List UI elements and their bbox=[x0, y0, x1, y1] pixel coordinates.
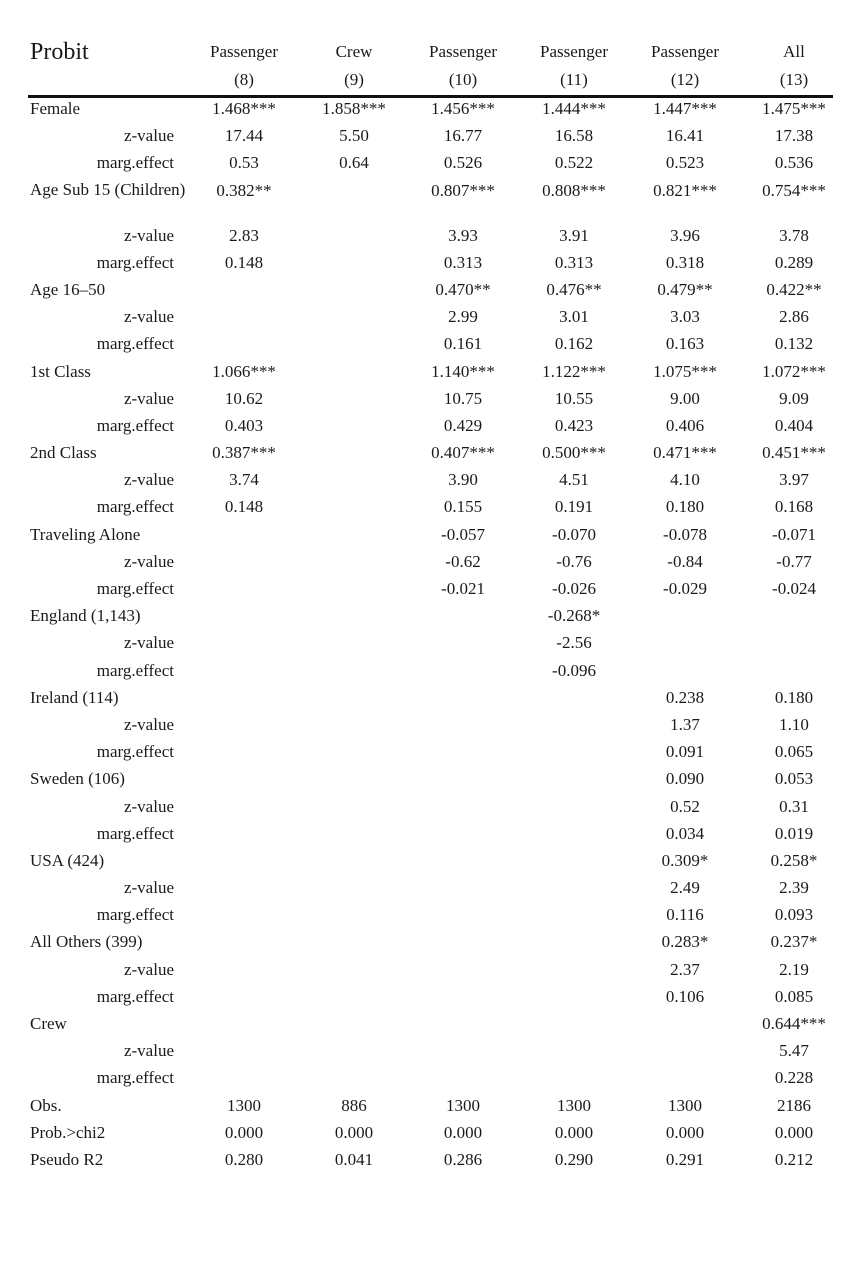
table-subrow bbox=[0, 1039, 860, 1066]
row-label: All Others (399) bbox=[30, 932, 143, 952]
table-cell: 1.456*** bbox=[431, 99, 495, 118]
column-header-number: (9) bbox=[344, 70, 364, 89]
table-cell: 0.000 bbox=[224, 1122, 264, 1142]
table-cell: 1.066*** bbox=[212, 361, 276, 381]
table-subrow bbox=[0, 224, 860, 251]
stat-label: marg.effect bbox=[96, 823, 174, 843]
row-label: Female bbox=[30, 99, 81, 118]
table-cell: 0.313 bbox=[443, 252, 483, 272]
table-cell: 3.93 bbox=[448, 225, 478, 245]
table-cell: 0.163 bbox=[665, 334, 705, 354]
stat-label: marg.effect bbox=[96, 742, 174, 762]
table-cell: 1.075*** bbox=[653, 361, 717, 381]
table-subrow bbox=[0, 468, 860, 495]
table-row bbox=[0, 1121, 860, 1148]
table-cell: 3.90 bbox=[448, 470, 478, 490]
table-cell: 2.39 bbox=[779, 878, 809, 898]
table-cell: 10.62 bbox=[224, 388, 264, 408]
table-cell: 0.387*** bbox=[212, 443, 276, 463]
table-cell: 0.423 bbox=[554, 415, 594, 435]
table-subrow bbox=[0, 251, 860, 278]
row-label: England (1,143) bbox=[30, 606, 141, 626]
column-header-name: Passenger bbox=[429, 42, 497, 61]
table-subrow bbox=[0, 876, 860, 903]
stat-label: z-value bbox=[123, 551, 174, 571]
table-cell: 16.41 bbox=[665, 126, 705, 146]
table-row bbox=[0, 1148, 860, 1175]
table-cell: 0.019 bbox=[774, 823, 814, 843]
table-row bbox=[0, 278, 860, 305]
table-cell: -0.62 bbox=[445, 551, 481, 571]
table-cell: -0.84 bbox=[667, 551, 703, 571]
table-subrow bbox=[0, 151, 860, 178]
table-cell: 5.47 bbox=[779, 1041, 809, 1061]
row-label: 1st Class bbox=[30, 361, 91, 381]
stat-label: marg.effect bbox=[96, 415, 174, 435]
stat-label: marg.effect bbox=[96, 153, 174, 173]
table-cell: 0.148 bbox=[224, 252, 264, 272]
table-cell: 0.258* bbox=[770, 850, 818, 870]
table-cell: 0.286 bbox=[443, 1149, 483, 1169]
table-cell: 2.49 bbox=[670, 878, 700, 898]
table-cell: 17.44 bbox=[224, 126, 264, 146]
table-cell: 0.476** bbox=[546, 279, 602, 299]
row-label: Obs. bbox=[30, 1095, 62, 1115]
table-subrow bbox=[0, 577, 860, 604]
table-row bbox=[0, 767, 860, 794]
table-cell: 0.471*** bbox=[653, 443, 717, 463]
column-header-number: (10) bbox=[448, 70, 478, 89]
table-cell: 0.526 bbox=[443, 153, 483, 173]
table-cell: -0.096 bbox=[552, 660, 596, 680]
table-cell: -0.76 bbox=[556, 551, 592, 571]
table-cell: 0.053 bbox=[774, 769, 814, 789]
table-subrow bbox=[0, 740, 860, 767]
table-cell: 0.407*** bbox=[431, 443, 495, 463]
table-cell: 886 bbox=[341, 1095, 367, 1115]
table-cell: 10.55 bbox=[554, 388, 594, 408]
column-header-10 bbox=[408, 38, 518, 94]
table-cell: 3.74 bbox=[229, 470, 259, 490]
table-cell: -2.56 bbox=[556, 633, 592, 653]
table-subrow bbox=[0, 332, 860, 359]
table-subrow bbox=[0, 822, 860, 849]
table-row bbox=[0, 849, 860, 876]
stat-label: z-value bbox=[123, 878, 174, 898]
column-header-9 bbox=[299, 38, 409, 94]
table-cell: 0.470** bbox=[435, 279, 491, 299]
table-cell: 0.148 bbox=[224, 497, 264, 517]
table-cell: 0.313 bbox=[554, 252, 594, 272]
table-cell: 0.523 bbox=[665, 153, 705, 173]
table-cell: 1.447*** bbox=[653, 99, 717, 118]
column-header-name: Passenger bbox=[651, 42, 719, 61]
stat-label: marg.effect bbox=[96, 660, 174, 680]
table-cell: 1.858*** bbox=[322, 99, 386, 118]
stat-label: marg.effect bbox=[96, 986, 174, 1006]
table-cell: -0.078 bbox=[663, 524, 707, 544]
table-cell: 2.83 bbox=[229, 225, 259, 245]
stat-label: z-value bbox=[123, 714, 174, 734]
table-cell: 0.228 bbox=[774, 1068, 814, 1088]
table-cell: 0.808*** bbox=[542, 180, 606, 200]
table-cell: 0.180 bbox=[665, 497, 705, 517]
table-cell: 1.37 bbox=[670, 714, 700, 734]
table-cell: 0.155 bbox=[443, 497, 483, 517]
table-cell: 0.53 bbox=[229, 153, 259, 173]
table-cell: 1.475*** bbox=[762, 99, 826, 118]
table-cell: 0.168 bbox=[774, 497, 814, 517]
table-subrow bbox=[0, 713, 860, 740]
table-cell: 0.280 bbox=[224, 1149, 264, 1169]
table-cell: 0.162 bbox=[554, 334, 594, 354]
table-cell: -0.021 bbox=[441, 579, 485, 598]
table-cell: 0.106 bbox=[665, 986, 705, 1006]
table-cell: 0.237* bbox=[770, 932, 818, 952]
column-header-13 bbox=[739, 38, 849, 94]
table-cell: 0.451*** bbox=[762, 443, 826, 463]
row-label: Traveling Alone bbox=[30, 524, 141, 544]
table-cell: 0.382** bbox=[216, 180, 272, 200]
table-cell: 2.86 bbox=[779, 307, 809, 327]
stat-label: z-value bbox=[123, 388, 174, 408]
table-cell: 9.00 bbox=[670, 388, 700, 408]
table-cell: 3.97 bbox=[779, 470, 809, 490]
table-row bbox=[0, 1094, 860, 1121]
table-cell: 1.122*** bbox=[542, 361, 606, 381]
table-cell: 1.140*** bbox=[431, 361, 495, 381]
table-cell: 0.31 bbox=[779, 796, 809, 816]
table-cell: 0.754*** bbox=[762, 180, 826, 200]
table-cell: 0.500*** bbox=[542, 443, 606, 463]
row-label: 2nd Class bbox=[30, 443, 97, 463]
column-header-number: (13) bbox=[779, 70, 809, 89]
table-cell: 0.116 bbox=[666, 905, 704, 925]
table-subrow bbox=[0, 1066, 860, 1093]
table-cell: 3.78 bbox=[779, 225, 809, 245]
table-cell: 0.238 bbox=[665, 687, 705, 707]
stat-label: z-value bbox=[123, 307, 174, 327]
table-cell: -0.029 bbox=[663, 579, 707, 598]
table-cell: 3.03 bbox=[670, 307, 700, 327]
table-subrow bbox=[0, 659, 860, 686]
column-header-number: (8) bbox=[234, 70, 254, 89]
table-cell: 0.479** bbox=[657, 279, 713, 299]
column-header-number: (12) bbox=[670, 70, 700, 89]
row-label: Pseudo R2 bbox=[30, 1149, 104, 1169]
column-header-8 bbox=[189, 38, 299, 94]
table-cell: 0.191 bbox=[554, 497, 594, 517]
table-subrow bbox=[0, 550, 860, 577]
table-cell: 0.093 bbox=[774, 905, 814, 925]
column-header-11 bbox=[519, 38, 629, 94]
stat-label: marg.effect bbox=[96, 579, 174, 598]
stat-label: marg.effect bbox=[96, 1068, 174, 1088]
table-cell: -0.026 bbox=[552, 579, 596, 598]
table-cell: 16.77 bbox=[443, 126, 483, 146]
table-cell: 1300 bbox=[668, 1095, 702, 1115]
table-cell: 0.429 bbox=[443, 415, 483, 435]
table-row bbox=[0, 604, 860, 631]
table-cell: 3.96 bbox=[670, 225, 700, 245]
table-cell: 0.283* bbox=[661, 932, 709, 952]
table-cell: 1300 bbox=[446, 1095, 480, 1115]
table-row bbox=[0, 441, 860, 468]
table-cell: 0.000 bbox=[665, 1122, 705, 1142]
table-cell: 0.522 bbox=[554, 153, 594, 173]
table-cell: 0.000 bbox=[774, 1122, 814, 1142]
table-subrow bbox=[0, 795, 860, 822]
table-subrow bbox=[0, 124, 860, 151]
table-row bbox=[0, 360, 860, 387]
row-label: Ireland (114) bbox=[30, 687, 119, 707]
table-cell: 0.52 bbox=[670, 796, 700, 816]
table-cell: 0.180 bbox=[774, 687, 814, 707]
table-cell: 5.50 bbox=[339, 126, 369, 146]
table-row bbox=[0, 97, 860, 124]
stat-label: z-value bbox=[123, 959, 174, 979]
table-cell: -0.057 bbox=[441, 524, 485, 544]
table-subrow bbox=[0, 387, 860, 414]
stat-label: z-value bbox=[123, 1041, 174, 1061]
stat-label: marg.effect bbox=[96, 334, 174, 354]
table-cell: 1300 bbox=[227, 1095, 261, 1115]
table-cell: 2.37 bbox=[670, 959, 700, 979]
row-label: USA (424) bbox=[30, 850, 105, 870]
table-cell: -0.024 bbox=[772, 579, 816, 598]
table-cell: 4.10 bbox=[670, 470, 700, 490]
table-cell: 2.19 bbox=[779, 959, 809, 979]
table-cell: 0.64 bbox=[339, 153, 369, 173]
table-cell: 0.000 bbox=[554, 1122, 594, 1142]
table-cell: 3.01 bbox=[559, 307, 589, 327]
table-cell: 0.041 bbox=[334, 1149, 374, 1169]
table-cell: 0.309* bbox=[661, 850, 709, 870]
table-cell: 0.644*** bbox=[762, 1014, 826, 1033]
table-cell: 0.291 bbox=[665, 1149, 705, 1169]
table-cell: 4.51 bbox=[559, 470, 589, 490]
table-cell: 1.072*** bbox=[762, 361, 826, 381]
table-row bbox=[0, 1012, 860, 1039]
table-cell: 1.10 bbox=[779, 714, 809, 734]
table-row bbox=[0, 686, 860, 713]
table-cell: 3.91 bbox=[559, 225, 589, 245]
table-row bbox=[0, 179, 860, 224]
table-subrow bbox=[0, 414, 860, 441]
table-cell: 0.000 bbox=[443, 1122, 483, 1142]
column-header-name: Crew bbox=[335, 42, 373, 61]
table-cell: 1300 bbox=[557, 1095, 591, 1115]
column-header-name: All bbox=[783, 42, 805, 61]
table-cell: -0.77 bbox=[776, 551, 812, 571]
column-header-12 bbox=[630, 38, 740, 94]
table-cell: 0.422** bbox=[766, 279, 822, 299]
row-label: Crew bbox=[30, 1014, 67, 1033]
table-cell: 0.404 bbox=[774, 415, 814, 435]
table-cell: 1.444*** bbox=[542, 99, 606, 118]
stat-label: z-value bbox=[123, 633, 174, 653]
table-subrow bbox=[0, 631, 860, 658]
table-cell: 0.536 bbox=[774, 153, 814, 173]
table-subrow bbox=[0, 495, 860, 522]
table-row bbox=[0, 523, 860, 550]
stat-label: marg.effect bbox=[96, 497, 174, 517]
stat-label: z-value bbox=[123, 225, 174, 245]
table-cell: -0.070 bbox=[552, 524, 596, 544]
column-header-name: Passenger bbox=[540, 42, 608, 61]
table-cell: 0.034 bbox=[665, 823, 705, 843]
table-body bbox=[0, 97, 860, 1175]
table-cell: 0.161 bbox=[443, 334, 483, 354]
stat-label: z-value bbox=[123, 470, 174, 490]
table-cell: 0.085 bbox=[774, 986, 814, 1006]
table-cell: 0.289 bbox=[774, 252, 814, 272]
table-cell: 0.000 bbox=[334, 1122, 374, 1142]
table-cell: -0.268* bbox=[547, 606, 601, 626]
table-cell: 16.58 bbox=[554, 126, 594, 146]
row-label: Age Sub 15 (Children) bbox=[30, 179, 186, 199]
table-title: Probit bbox=[30, 39, 89, 65]
table-cell: 9.09 bbox=[779, 388, 809, 408]
table-subrow bbox=[0, 985, 860, 1012]
stat-label: marg.effect bbox=[96, 252, 174, 272]
table-cell: 0.091 bbox=[665, 742, 705, 762]
table-cell: 0.406 bbox=[665, 415, 705, 435]
table-cell: 0.821*** bbox=[653, 180, 717, 200]
table-subrow bbox=[0, 305, 860, 332]
table-row bbox=[0, 930, 860, 957]
column-header-number: (11) bbox=[560, 70, 588, 89]
table-cell: 2.99 bbox=[448, 307, 478, 327]
table-cell: 0.090 bbox=[665, 769, 705, 789]
stat-label: z-value bbox=[123, 796, 174, 816]
row-label: Prob.>chi2 bbox=[30, 1122, 106, 1142]
table-cell: 2186 bbox=[777, 1095, 811, 1115]
stat-label: z-value bbox=[123, 126, 174, 146]
table-cell: 0.132 bbox=[774, 334, 814, 354]
table-cell: 17.38 bbox=[774, 126, 814, 146]
table-cell: 1.468*** bbox=[212, 99, 276, 118]
table-cell: 0.318 bbox=[665, 252, 705, 272]
stat-label: marg.effect bbox=[96, 905, 174, 925]
table-cell: 0.212 bbox=[774, 1149, 814, 1169]
row-label: Sweden (106) bbox=[30, 769, 125, 789]
table-cell: -0.071 bbox=[772, 524, 816, 544]
table-cell: 10.75 bbox=[443, 388, 483, 408]
row-label: Age 16–50 bbox=[30, 279, 106, 299]
table-cell: 0.403 bbox=[224, 415, 264, 435]
column-header-name: Passenger bbox=[210, 42, 278, 61]
table-cell: 0.290 bbox=[554, 1149, 594, 1169]
table-cell: 0.807*** bbox=[431, 180, 495, 200]
table-cell: 0.065 bbox=[774, 742, 814, 762]
table-subrow bbox=[0, 958, 860, 985]
table-subrow bbox=[0, 903, 860, 930]
